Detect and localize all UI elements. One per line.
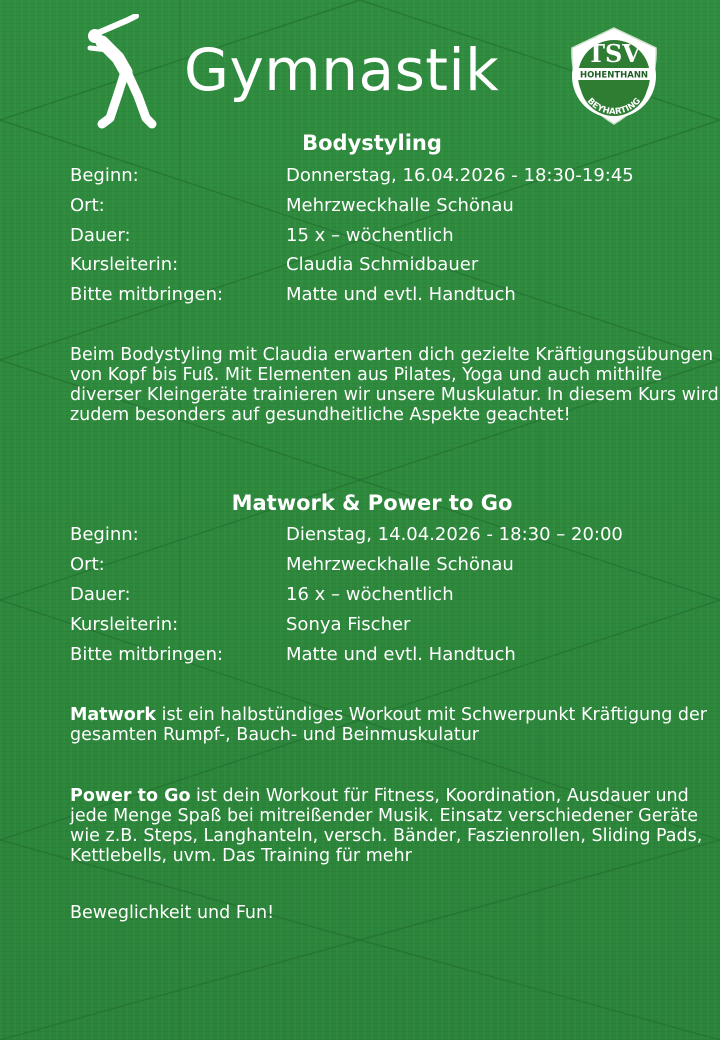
course2-row-duration — [70, 580, 700, 610]
row-value: Matte und evtl. Handtuch — [286, 284, 516, 305]
course1-row-location — [70, 191, 700, 221]
course2-row-bring — [70, 640, 700, 670]
course1-row-bring — [70, 280, 700, 310]
row-label: Kursleiterin: — [70, 614, 179, 635]
row-value: 15 x – wöchentlich — [286, 225, 454, 246]
logo-line3: BEYHARTING — [584, 96, 644, 118]
course1-row-duration — [70, 221, 700, 251]
row-label: Bitte mitbringen: — [70, 284, 224, 305]
logo-line2: HOHENTHANN — [579, 70, 649, 81]
row-value: Mehrzweckhalle Schönau — [286, 554, 514, 575]
course1-row-instructor — [70, 250, 700, 280]
course2-row-begin — [70, 520, 700, 550]
row-value: Dienstag, 14.04.2026 - 18:30 – 20:00 — [286, 524, 623, 545]
closing-text: Beweglichkeit und Fun! — [70, 903, 275, 923]
course1-description-text: Beim Bodystyling mit Claudia erwarten dich gezielte Kräftigungsübungen von Kopf bis Fuß. Mit Elementen aus Pilates, Yoga und auch mithilfe diverser Kleingeräte trainieren wir unsere Muskulatur. In diesem Kurs wird zudem besonders auf gesundheitliche Aspekte geachtet! — [70, 345, 719, 425]
row-label: Dauer: — [70, 584, 131, 605]
course1-title: Bodystyling — [302, 131, 442, 155]
row-value: Donnerstag, 16.04.2026 - 18:30-19:45 — [286, 165, 634, 186]
power-to-go-description — [70, 786, 720, 866]
logo-line1: TSV — [587, 39, 641, 68]
gymnast-stretching-icon — [78, 14, 158, 130]
course2-row-location — [70, 550, 700, 580]
closing-line — [70, 903, 720, 923]
power-to-go-text: ist dein Workout für Fitness, Koordination, Ausdauer und jede Menge Spaß bei mitreißender Musik. Einsatz verschiedener Geräte wie z.B. Steps, Langhanteln, versch. Bänder, Faszienrollen, Sliding Pads, Kettlebells, uvm. Das Training für mehr — [70, 786, 703, 866]
page-title: Gymnastik — [184, 36, 500, 104]
row-label: Kursleiterin: — [70, 254, 179, 275]
matwork-text: ist ein halbstündiges Workout mit Schwerpunkt Kräftigung der gesamten Rumpf-, Bauch- und Beinmuskulatur — [70, 705, 707, 745]
course1-description — [70, 345, 720, 425]
tsv-logo — [566, 24, 662, 128]
matwork-description — [70, 705, 720, 745]
course1-row-begin — [70, 161, 700, 191]
matwork-name: Matwork — [70, 705, 157, 725]
course2-title: Matwork & Power to Go — [231, 491, 513, 515]
row-label: Beginn: — [70, 524, 139, 545]
row-value: Matte und evtl. Handtuch — [286, 644, 516, 665]
row-label: Ort: — [70, 195, 105, 216]
row-label: Dauer: — [70, 225, 131, 246]
row-value: Sonya Fischer — [286, 614, 411, 635]
power-to-go-name: Power to Go — [70, 786, 191, 806]
row-value: 16 x – wöchentlich — [286, 584, 454, 605]
row-value: Mehrzweckhalle Schönau — [286, 195, 514, 216]
row-label: Bitte mitbringen: — [70, 644, 224, 665]
row-value: Claudia Schmidbauer — [286, 254, 479, 275]
row-label: Ort: — [70, 554, 105, 575]
row-label: Beginn: — [70, 165, 139, 186]
course2-row-instructor — [70, 610, 700, 640]
